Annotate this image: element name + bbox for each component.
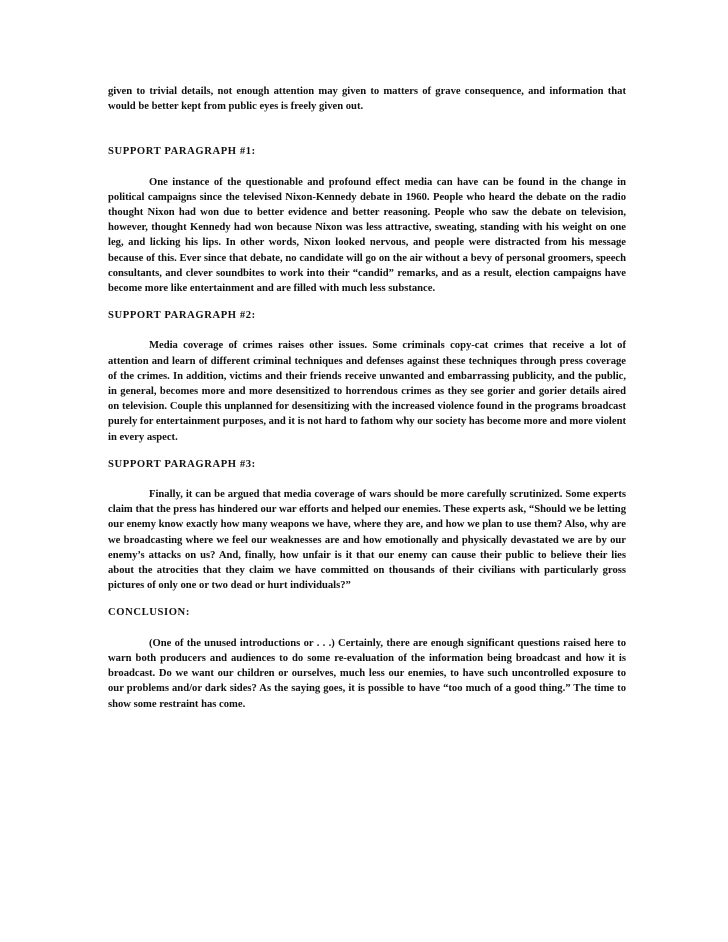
conclusion-body: (One of the unused introductions or . . .) Certainly, there are enough significant questions raised here to warn both producers and audiences to do some re-evaluation of the information being broadcast and how it is broadcast. Do we want our children or ourselves, much less our enemies, to have such uncontrolled exposure to our problems and/or dark sides? As the saying goes, it is possible to have “too much of a good thing.” The time to show some restraint has come.	[108, 637, 626, 710]
support-paragraph-3-body: Finally, it can be argued that media coverage of wars should be more carefully scrutinized. Some experts claim that the press has hindered our war efforts and helped our enemies. These experts ask, “Should we be letting our enemy know exactly how many weapons we have, where they are, and how we plan to use them? Also, why are we broadcasting where we feel our weaknesses are and how emotionally and physically devastated we are by our enemy’s attacks on us? And, finally, how unfair is it that our enemy can cause their public to believe their lies about the atrocities that they claim we have committed on thousands of their civilians with particularly gross pictures of only one or two dead or hurt individuals?”	[108, 489, 626, 592]
spacer	[108, 593, 626, 605]
document-page	[108, 84, 626, 712]
spacer	[108, 160, 626, 175]
support-paragraph-1-body: One instance of the questionable and profound effect media can have can be found in the change in political campaigns since the televised Nixon-Kennedy debate in 1960. People who heard the debate on the radio thought Nixon had won due to better evidence and better reasoning. People who saw the debate on television, however, thought Kennedy had won because Nixon was less attractive, sweating, standing with his weight on one leg, and licking his lips. In other words, Nixon looked nervous, and people were distracted from his message because of this. Ever since that debate, no candidate will go on the air without a bevy of personal groomers, speech consultants, and clever soundbites to work into their “candid” remarks, and as a result, election campaigns have become more like entertainment and are filled with much less substance.	[108, 176, 626, 295]
spacer	[108, 114, 626, 144]
support-paragraph-2-heading: SUPPORT PARAGRAPH #2:	[108, 310, 256, 322]
spacer	[108, 445, 626, 457]
conclusion-heading: CONCLUSION:	[108, 607, 190, 619]
intro-continuation-paragraph: given to trivial details, not enough attention may given to matters of grave consequence, and information that would be better kept from public eyes is freely given out.	[108, 86, 626, 113]
spacer	[108, 296, 626, 308]
spacer	[108, 323, 626, 338]
spacer	[108, 472, 626, 487]
support-paragraph-3-heading: SUPPORT PARAGRAPH #3:	[108, 458, 256, 470]
support-paragraph-1-heading: SUPPORT PARAGRAPH #1:	[108, 146, 256, 158]
support-paragraph-2-body: Media coverage of crimes raises other issues. Some criminals copy-cat crimes that receive a lot of attention and learn of different criminal techniques and defenses against these techniques through press coverage of the crimes. In addition, victims and their friends receive unwanted and embarrassing publicity, and the public, in general, becomes more and more desensitized to horrendous crimes as they see gorier and gorier details aired on television. Couple this unplanned for desensitizing with the increased violence found in the programs broadcast purely for entertainment purposes, and it is not hard to fathom why our society has become more and more violent in every aspect.	[108, 340, 626, 443]
spacer	[108, 621, 626, 636]
